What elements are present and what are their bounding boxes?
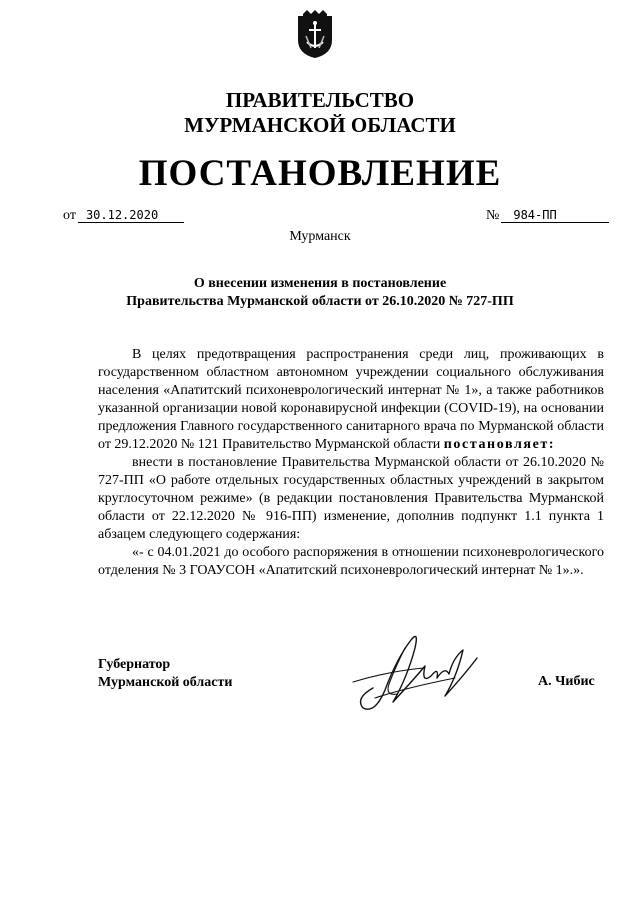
signatory-name: А. Чибис — [538, 674, 595, 689]
date-prefix: от — [63, 208, 76, 223]
handwritten-signature — [345, 618, 485, 718]
city-name: Мурманск — [289, 229, 351, 244]
number-field — [486, 207, 609, 224]
paragraph-preamble — [98, 346, 604, 454]
organization-line-1: ПРАВИТЕЛЬСТВО — [225, 88, 415, 112]
paragraph-quote: «- с 04.01.2021 до особого распоряжения в отношении психоневрологического отделения № 3 ГОАУСОН «Апатитский психоневрологический интернат № 1».». — [98, 545, 604, 578]
position-line-1: Губернатор — [98, 657, 171, 672]
coat-of-arms-icon — [295, 10, 335, 60]
title-line-2: Правительства Мурманской области от 26.10.2020 № 727-ПП — [126, 294, 514, 309]
organization-name — [0, 88, 640, 138]
paragraph-amendment: внести в постановление Правительства Мурманской области от 26.10.2020 № 727-ПП «О работе отдельных государственных областных учреждений в закрытом круглосуточном режиме» (в редакции постановления Правительства Мурманской области от 22.12.2020 № 916-ПП) изменение, дополнив подпункт 1.1 пункта 1 абзацем следующего содержания: — [98, 455, 604, 542]
number-prefix: № — [486, 208, 500, 223]
decree-word: постановляет: — [443, 437, 556, 452]
signatory-position — [98, 656, 232, 692]
date-value: 30.12.2020 — [78, 208, 184, 223]
date-field — [63, 207, 184, 224]
document-body — [98, 346, 604, 580]
document-title — [100, 275, 540, 311]
document-type: ПОСТАНОВЛЕНИЕ — [138, 153, 502, 194]
preamble-text: В целях предотвращения распространения среди лиц, проживающих в государственном областном автономном учреждении социального обслуживания населения «Апатитский психоневрологический интернат № 1», а также работников указанной организации новой коронавирусной инфекции (COVID-19), на основании предложения Главного государственного санитарного врача по Мурманской области от 29.12.2020 № 121 Правительство Мурманской области — [98, 347, 604, 452]
number-value: 984-ПП — [501, 208, 609, 223]
organization-line-2: МУРМАНСКОЙ ОБЛАСТИ — [184, 113, 456, 137]
title-line-1: О внесении изменения в постановление — [193, 276, 447, 291]
position-line-2: Мурманской области — [98, 675, 233, 690]
